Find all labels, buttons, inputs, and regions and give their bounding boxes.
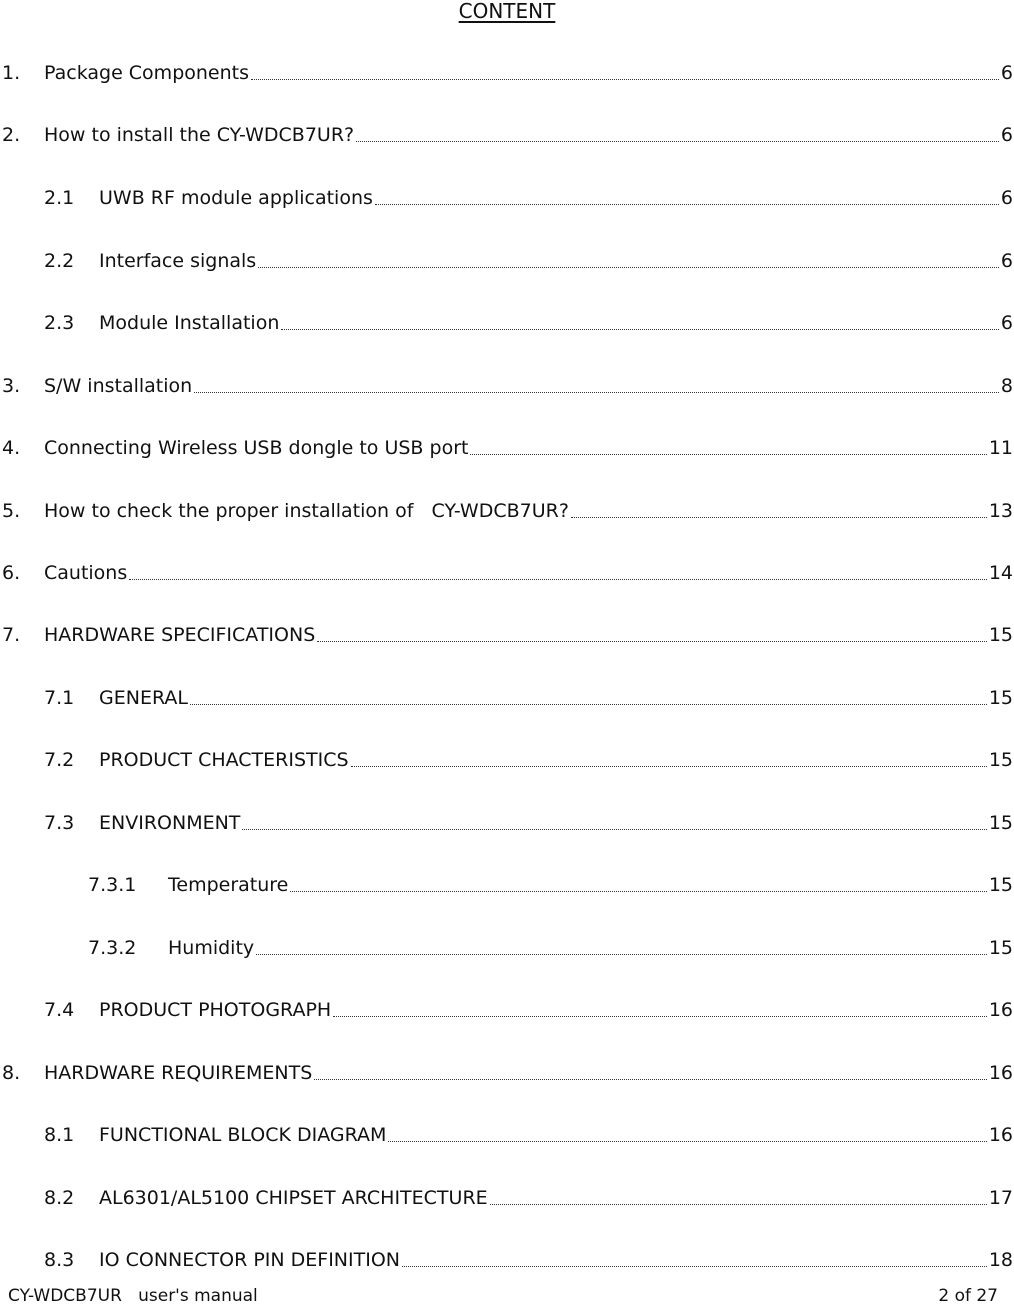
toc-page: 18 bbox=[988, 1249, 1013, 1271]
toc-entry[interactable] bbox=[44, 996, 1013, 1024]
toc-entry[interactable] bbox=[44, 746, 1013, 774]
toc-entry[interactable] bbox=[88, 934, 1013, 962]
toc-number: 7. bbox=[2, 624, 21, 646]
toc-leader bbox=[281, 327, 999, 330]
toc-number: 2.1 bbox=[44, 187, 75, 209]
toc-page: 6 bbox=[1000, 62, 1013, 84]
toc-title: How to install the CY-WDCB7UR? bbox=[44, 124, 355, 146]
footer-doc-name: CY-WDCB7UR user's manual bbox=[8, 1286, 258, 1306]
toc-number: 7.3.2 bbox=[88, 937, 137, 959]
toc-number: 3. bbox=[2, 375, 21, 397]
toc-entry[interactable] bbox=[2, 121, 1013, 149]
toc-entry[interactable] bbox=[2, 497, 1013, 525]
toc-page: 6 bbox=[1000, 312, 1013, 334]
toc-entry[interactable] bbox=[44, 809, 1013, 837]
toc-title: Module Installation bbox=[99, 312, 280, 334]
toc-number: 7.4 bbox=[44, 999, 75, 1021]
toc-leader bbox=[194, 390, 999, 393]
toc-number: 2. bbox=[2, 124, 21, 146]
toc-leader bbox=[356, 139, 999, 142]
toc-title: Connecting Wireless USB dongle to USB port bbox=[44, 437, 469, 459]
toc-leader bbox=[290, 889, 986, 892]
toc-entry[interactable] bbox=[44, 1246, 1013, 1274]
toc-entry[interactable] bbox=[2, 621, 1013, 649]
toc-entry[interactable] bbox=[2, 59, 1013, 87]
toc-page: 11 bbox=[988, 437, 1013, 459]
toc-number: 1. bbox=[2, 62, 21, 84]
toc-title: Temperature bbox=[168, 874, 289, 896]
toc-page: 16 bbox=[988, 999, 1013, 1021]
toc-title: How to check the proper installation of CY-WDCB7UR? bbox=[44, 500, 569, 522]
toc-leader bbox=[251, 77, 999, 80]
toc-page: 16 bbox=[988, 1124, 1013, 1146]
toc-page: 6 bbox=[1000, 250, 1013, 272]
toc-page: 6 bbox=[1000, 124, 1013, 146]
toc-entry[interactable] bbox=[44, 247, 1013, 275]
toc-number: 5. bbox=[2, 500, 21, 522]
toc-number: 8.3 bbox=[44, 1249, 75, 1271]
toc-page: 13 bbox=[988, 500, 1013, 522]
toc-number: 2.2 bbox=[44, 250, 75, 272]
toc-entry[interactable] bbox=[2, 1059, 1013, 1087]
toc-leader bbox=[242, 827, 986, 830]
toc-leader bbox=[314, 1077, 987, 1080]
toc-title: GENERAL bbox=[99, 687, 188, 709]
toc-entry[interactable] bbox=[44, 184, 1013, 212]
toc-leader bbox=[190, 702, 987, 705]
toc-leader bbox=[388, 1139, 986, 1142]
toc-leader bbox=[490, 1202, 987, 1205]
toc-entry[interactable] bbox=[44, 684, 1013, 712]
toc-number: 8.1 bbox=[44, 1124, 75, 1146]
toc-entry[interactable] bbox=[44, 1184, 1013, 1212]
toc-entry[interactable] bbox=[44, 1121, 1013, 1149]
toc-leader bbox=[351, 764, 987, 767]
toc-leader bbox=[258, 265, 999, 268]
toc-leader bbox=[470, 452, 986, 455]
toc-page: 15 bbox=[988, 687, 1013, 709]
toc-entry[interactable] bbox=[44, 309, 1013, 337]
toc-page: 16 bbox=[988, 1062, 1013, 1084]
toc-title: UWB RF module applications bbox=[99, 187, 373, 209]
toc-number: 6. bbox=[2, 562, 21, 584]
toc-entry[interactable] bbox=[88, 871, 1013, 899]
toc-title: Package Components bbox=[44, 62, 250, 84]
toc-leader bbox=[333, 1014, 987, 1017]
toc-page: 14 bbox=[988, 562, 1013, 584]
toc-page: 15 bbox=[988, 937, 1013, 959]
page-footer bbox=[0, 1285, 1014, 1307]
footer-page-number: 2 of 27 bbox=[938, 1286, 998, 1306]
toc-title: HARDWARE REQUIREMENTS bbox=[44, 1062, 313, 1084]
toc-number: 2.3 bbox=[44, 312, 75, 334]
toc-leader bbox=[571, 515, 987, 518]
toc-leader bbox=[375, 202, 999, 205]
toc-title: ENVIRONMENT bbox=[99, 812, 241, 834]
toc-page: 8 bbox=[1000, 375, 1013, 397]
toc-entry[interactable] bbox=[2, 559, 1013, 587]
toc-title: AL6301/AL5100 CHIPSET ARCHITECTURE bbox=[99, 1187, 488, 1209]
toc-page: 6 bbox=[1000, 187, 1013, 209]
toc-page: 15 bbox=[988, 749, 1013, 771]
toc-page: 15 bbox=[988, 624, 1013, 646]
toc-number: 7.3 bbox=[44, 812, 75, 834]
toc-title: HARDWARE SPECIFICATIONS bbox=[44, 624, 316, 646]
toc-leader bbox=[317, 639, 987, 642]
toc-number: 7.1 bbox=[44, 687, 75, 709]
toc-entry[interactable] bbox=[2, 434, 1013, 462]
toc-title: Humidity bbox=[168, 937, 255, 959]
toc-page: 17 bbox=[988, 1187, 1013, 1209]
toc-entry[interactable] bbox=[2, 372, 1013, 400]
toc-page: 15 bbox=[988, 874, 1013, 896]
toc-title: IO CONNECTOR PIN DEFINITION bbox=[99, 1249, 400, 1271]
toc-number: 8.2 bbox=[44, 1187, 75, 1209]
toc-title: FUNCTIONAL BLOCK DIAGRAM bbox=[99, 1124, 387, 1146]
toc-page: 15 bbox=[988, 812, 1013, 834]
toc-leader bbox=[256, 952, 987, 955]
toc-number: 7.2 bbox=[44, 749, 75, 771]
toc-number: 8. bbox=[2, 1062, 21, 1084]
title-text: CONTENT bbox=[458, 0, 556, 23]
toc-title: PRODUCT CHACTERISTICS bbox=[99, 749, 349, 771]
toc-title: Cautions bbox=[44, 562, 128, 584]
toc-number: 4. bbox=[2, 437, 21, 459]
toc-leader bbox=[402, 1264, 987, 1267]
toc-title: Interface signals bbox=[99, 250, 257, 272]
toc-number: 7.3.1 bbox=[88, 874, 137, 896]
toc-title: S/W installation bbox=[44, 375, 193, 397]
page-title bbox=[0, 0, 1014, 25]
toc-title: PRODUCT PHOTOGRAPH bbox=[99, 999, 332, 1021]
toc-leader bbox=[129, 577, 987, 580]
